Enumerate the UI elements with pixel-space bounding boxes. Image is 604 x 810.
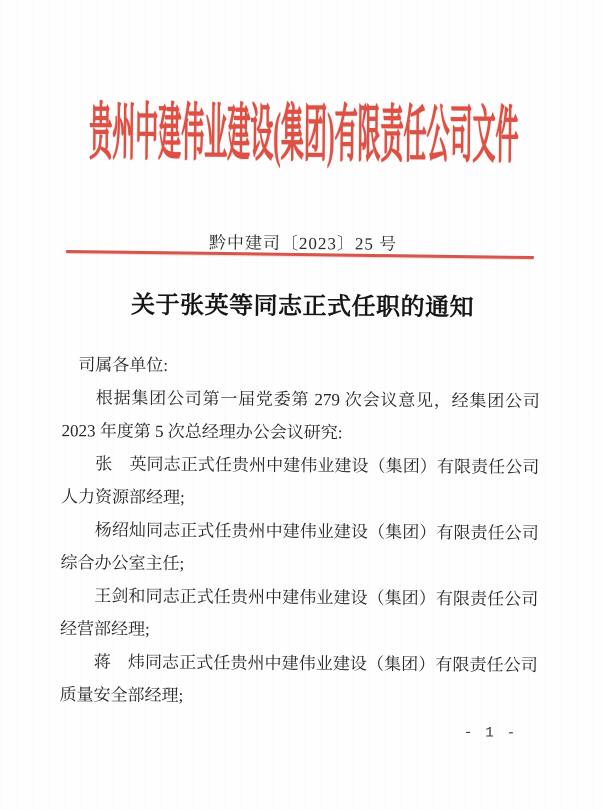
doc-body <box>59 348 540 715</box>
red-header <box>2 98 604 172</box>
doc-title: 关于张英等同志正式任职的通知 <box>130 292 475 322</box>
paragraph-basis: 根据集团公司第一届党委第 279 次会议意见，经集团公司 2023 年度第 5 次总经理办公会议研究: <box>61 388 540 443</box>
page-number: - 1 - <box>463 725 518 742</box>
paragraph-appointment-4: 蒋 炜同志正式任贵州中建伟业建设（集团）有限责任公司质量安全部经理; <box>59 652 538 706</box>
paragraph-appointment-1: 张 英同志正式任贵州中建伟业建设（集团）有限责任公司人力资源部经理; <box>61 454 540 508</box>
org-title: 贵州中建伟业建设(集团)有限责任公司文件 <box>88 98 519 171</box>
salutation: 司属各单位: <box>78 355 169 375</box>
doc-number: 黔中建司〔2023〕25 号 <box>208 233 398 254</box>
paragraph-appointment-3: 王剑和同志正式任贵州中建伟业建设（集团）有限责任公司经营部经理; <box>59 586 539 639</box>
paragraph-appointment-2: 杨绍灿同志正式任贵州中建伟业建设（集团）有限责任公司综合办公室主任; <box>60 520 539 574</box>
